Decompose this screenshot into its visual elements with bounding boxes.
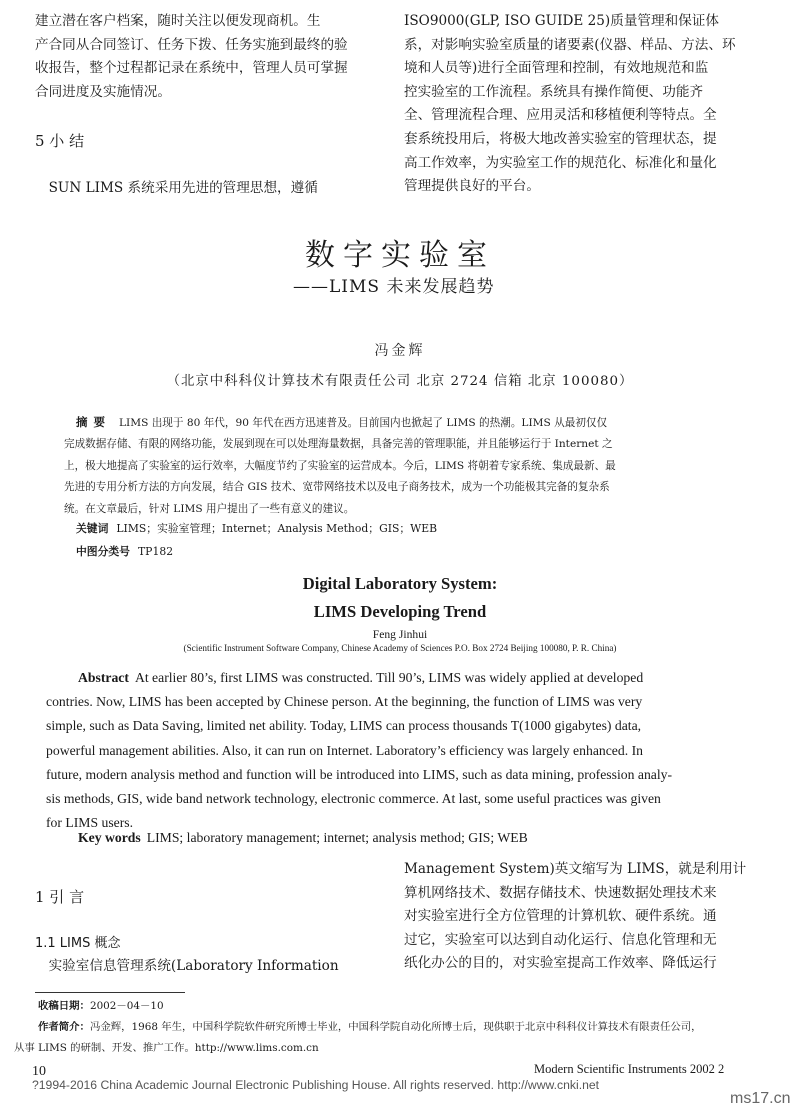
abstract-en [46, 666, 760, 835]
text-line: 全、管理流程合理、应用灵活和移植便利等特点。全 [404, 107, 717, 124]
text-line: 管理提供良好的平台。 [404, 178, 540, 195]
intro-left-line: 实验室信息管理系统(Laboratory Information [48, 958, 339, 974]
keywords-cn-label: 关键词 [76, 522, 109, 535]
keywords-en-label: Key words [78, 830, 141, 845]
top-right-column [404, 10, 766, 199]
author-en: Feng Jinhui [372, 628, 428, 641]
clc-number [76, 541, 173, 562]
conclusion-first-line: SUN LIMS 系统采用先进的管理思想，遵循 [48, 180, 318, 196]
keywords-cn [76, 518, 437, 539]
site-watermark: ms17.cn [730, 1090, 791, 1107]
section-heading-intro: 1 引 言 [35, 888, 85, 906]
author-cn: 冯金辉 [374, 343, 426, 359]
page-number: 10 [32, 1064, 46, 1079]
footnote [38, 996, 768, 1038]
text-line: 纸化办公的目的，对实验室提高工作效率、降低运行 [404, 955, 717, 972]
section-heading-conclusion: 5 小 结 [35, 132, 85, 150]
abstract-cn [64, 412, 744, 520]
text-line: At earlier 80’s, first LIMS was constructed. Till 90’s, LIMS was widely applied at developed [134, 670, 644, 685]
footnote-rule [35, 992, 185, 993]
keywords-en-value: LIMS; laboratory management; internet; analysis method; GIS; WEB [146, 830, 528, 845]
text-line: contries. Now, LIMS has been accepted by Chinese person. At the beginning, the function of LIMS was very [46, 694, 643, 710]
text-line: 控实验室的工作流程。系统具有操作简便、功能齐 [404, 83, 704, 100]
keywords-en [78, 826, 528, 850]
journal-name: Modern Scientific Instruments 2002 2 [534, 1062, 725, 1076]
text-line: Management System)英文缩写为 LIMS，就是利用计 [404, 861, 747, 877]
article-title-en-line2: LIMS Developing Trend [313, 602, 487, 621]
received-date-line [38, 996, 768, 1017]
text-line: 完成数据存储、有限的网络功能，发展到现在可以处理海量数据，具备完善的管理职能，并且能够运行于 Internet 之 [64, 438, 613, 451]
copyright-watermark: ?1994-2016 China Academic Journal Electronic Publishing House. All rights reserved. http://www.cnki.net [32, 1078, 600, 1092]
text-line: for LIMS users. [46, 815, 134, 831]
clc-value: TP182 [137, 545, 174, 558]
text-line: 境和人员等)进行全面管理和控制，有效地规范和监 [404, 60, 709, 77]
text-line: 收报告，整个过程都记录在系统中，管理人员可掌握 [35, 60, 348, 77]
text-line: 系，对影响实验室质量的诸要素(仪器、样品、方法、环 [404, 36, 736, 53]
text-line: 建立潜在客户档案，随时关注以便发现商机。生 [35, 13, 321, 29]
text-line: simple, such as Data Saving, limited net ability. Today, LIMS can process thousands T(1000 gigabytes) data, [46, 718, 642, 734]
text-line: 上，极大地提高了实验室的运行效率，大幅度节约了实验室的运营成本。今后，LIMS 将朝着专家系统、集成最新、最 [64, 459, 616, 472]
author-bio-label: 作者简介： [38, 1021, 90, 1033]
text-line: 对实验室进行全方位管理的计算机软、硬件系统。通 [404, 908, 717, 925]
article-title-en-line1: Digital Laboratory System: [302, 574, 498, 593]
text-line: 算机网络技术、数据存储技术、快速数据处理技术来 [404, 884, 717, 901]
text-line: 高工作效率，为实验室工作的规范化、标准化和量化 [404, 154, 717, 171]
text-line: future, modern analysis method and function will be introduced into LIMS, such as data mining, profession analy- [46, 766, 673, 782]
text-line: powerful management abilities. Also, it can run on Internet. Laboratory’s efficiency was largely enhanced. In [46, 742, 643, 758]
top-left-column [35, 10, 381, 104]
author-bio-line2: 从事 LIMS 的研制、开发、推广工作。http://www.lims.com.cn [14, 1042, 319, 1054]
received-date: 2002－04－10 [89, 1000, 164, 1012]
keywords-cn-value: LIMS；实验室管理；Internet；Analysis Method；GIS；WEB [116, 522, 438, 535]
text-line: 过它，实验室可以达到自动化运行、信息化管理和无 [404, 931, 717, 948]
abstract-en-label: Abstract [78, 670, 129, 685]
text-line: 合同进度及实施情况。 [35, 83, 171, 100]
author-bio-text: 冯金辉，1968 年生，中国科学院软件研究所博士毕业，中国科学院自动化所博士后，现供职于北京中科科仪计算技术有限责任公司， [89, 1021, 702, 1033]
text-line: 套系统投用后，将极大地改善实验室的管理状态，提 [404, 130, 717, 147]
affiliation-cn: （北京中科科仪计算技术有限责任公司 北京 2724 信箱 北京 100080） [166, 374, 634, 389]
article-title-cn: 数字实验室 [305, 238, 495, 273]
clc-label: 中图分类号 [76, 545, 130, 558]
text-line: sis methods, GIS, wide band network technology, electronic commerce. At last, some useful practices was given [46, 791, 661, 807]
text-line: 产合同从合同签订、任务下拨、任务实施到最终的验 [35, 36, 348, 53]
text-line: 先进的专用分析方法的方向发展，结合 GIS 技术、宽带网络技术以及电子商务技术，成为一个功能极其完备的复杂系 [64, 481, 610, 494]
text-line: LIMS 出现于 80 年代，90 年代在西方迅速普及。目前国内也掀起了 LIMS 的热潮。LIMS 从最初仅仅 [119, 417, 608, 429]
received-label: 收稿日期： [38, 1000, 90, 1012]
text-line: ISO9000(GLP, ISO GUIDE 25)质量管理和保证体 [404, 13, 719, 29]
article-subtitle-cn: ——LIMS 未来发展趋势 [293, 277, 495, 297]
intro-right-column [404, 858, 766, 976]
subsection-heading-concept: 1.1 LIMS 概念 [35, 936, 121, 951]
author-bio-line [38, 1017, 768, 1038]
affiliation-en: (Scientific Instrument Software Company, Chinese Academy of Sciences P.O. Box 2724 Beijing 100080, P. R. China) [183, 643, 617, 653]
text-line: 统。在文章最后，针对 LIMS 用户提出了一些有意义的建议。 [64, 502, 355, 515]
abstract-cn-label: 摘要 [76, 415, 111, 429]
